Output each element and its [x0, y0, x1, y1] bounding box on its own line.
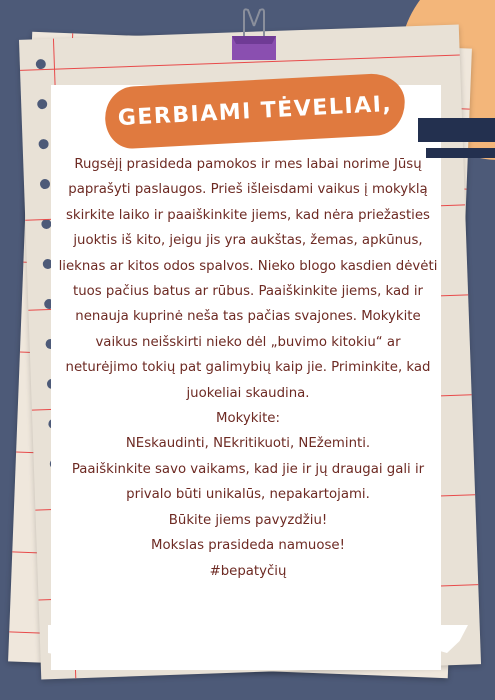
teach-points: NEskaudinti, NEkritikuoti, NEžeminti.: [125, 436, 371, 452]
closing-line-1: Būkite jiems pavyzdžiu!: [168, 512, 328, 528]
letter-body: [58, 152, 438, 584]
closing-line-2: Mokslas prasideda namuose!: [151, 538, 345, 554]
binder-hole: [37, 99, 47, 109]
hashtag: #bepatyčių: [209, 563, 287, 579]
teach-label: Mokykite:: [216, 411, 280, 427]
tape-strip: [418, 118, 495, 142]
intro-paragraph: Rugsėjį prasideda pamokos ir mes labai norime Jūsų paprašyti paslaugos. Prieš išleisdami vaikus į mokyklą skirkite laiko ir paaiškinkite jiems, kad nėra priežasties juoktis iš kito, jeigu jis yra aukštas, žemas, apkūnus, lieknas ar kitos odos spalvos. Nieko blogo kasdien dėvėti tuos pačius batus ar rūbus. Paaiškinkite jiems, kad ir nenauja kuprinė neša tas pačias svajones. Mokykite vaikus neišskirti nieko dėl „buvimo kitokiu“ ar neturėjimo tokių pat galimybių kaip jie. Priminkite, kad juokeliai skaudina.: [58, 157, 438, 401]
binder-hole: [36, 59, 46, 69]
second-paragraph: Paaiškinkite savo vaikams, kad jie ir jų draugai gali ir privalo būti unikalūs, nepakartojami.: [71, 461, 425, 503]
binder-hole: [40, 179, 50, 189]
binder-hole: [38, 139, 48, 149]
binder-clip-icon: [226, 6, 282, 62]
page-title: GERBIAMI TĖVELIAI,: [117, 91, 393, 131]
